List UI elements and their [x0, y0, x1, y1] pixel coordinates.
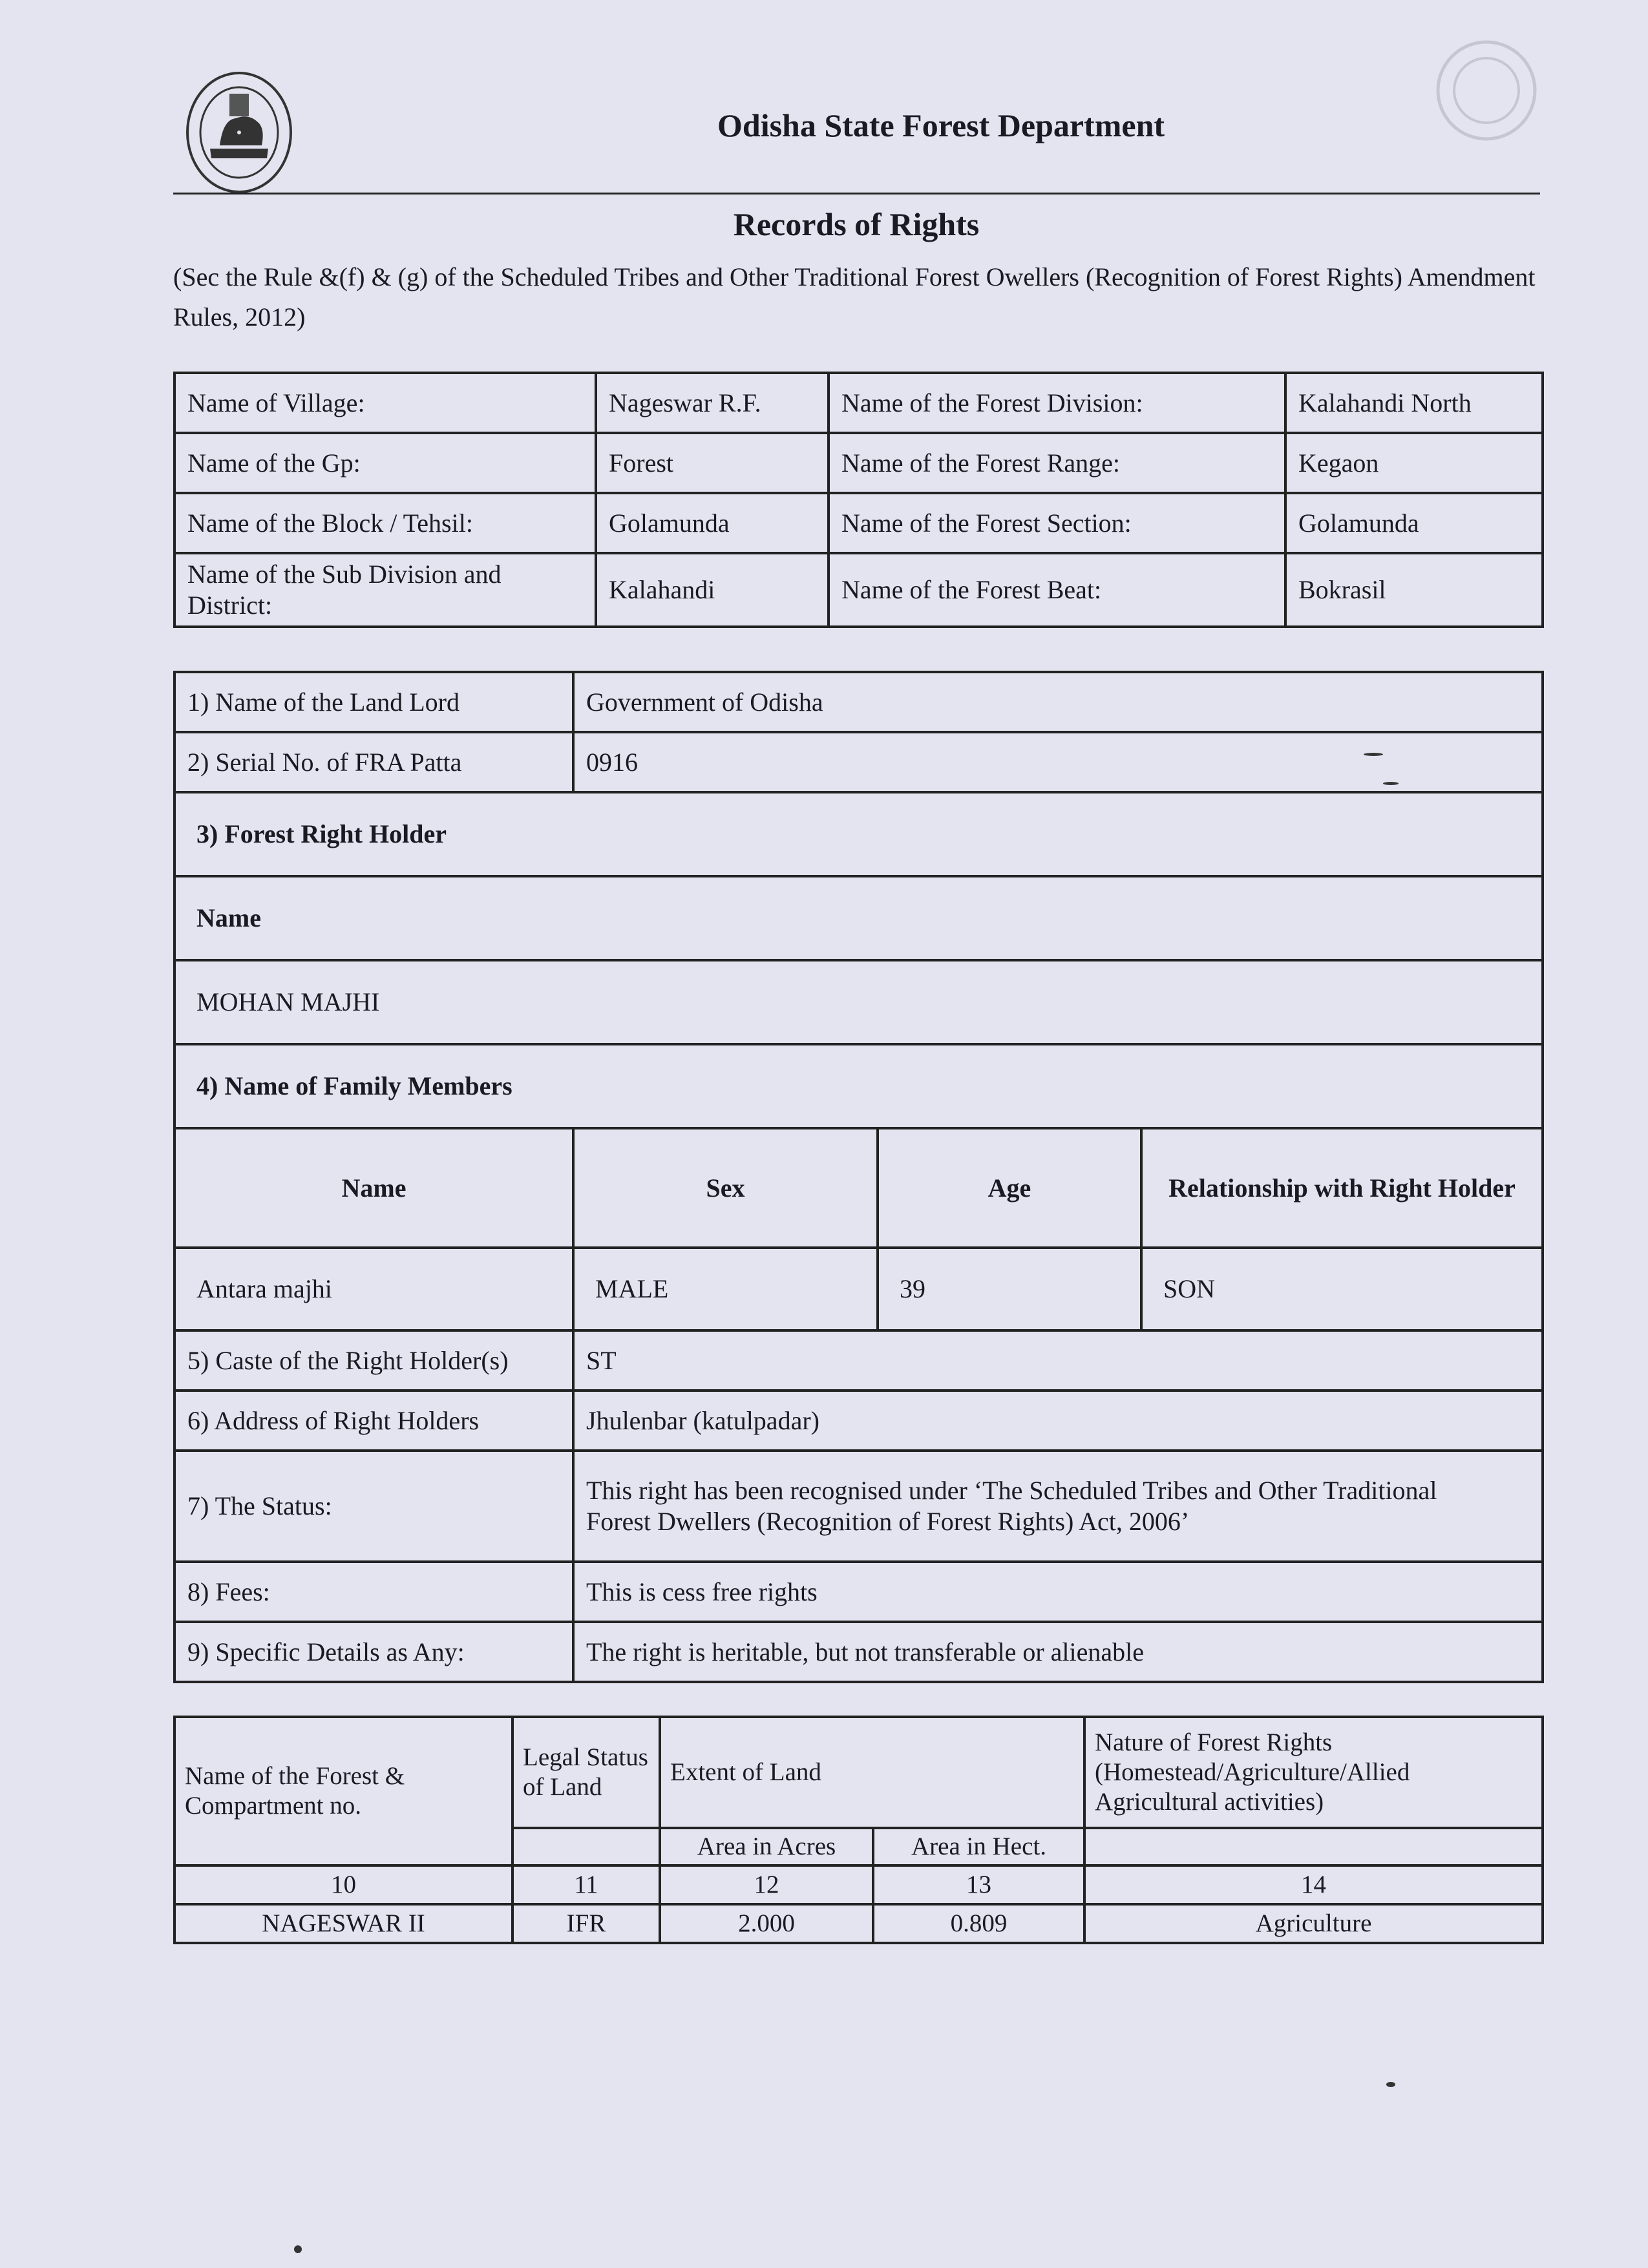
gp-label: Name of the Gp:	[174, 433, 596, 493]
col-nature-blank	[1084, 1828, 1543, 1865]
status-value	[573, 1451, 1543, 1562]
rule-reference: (Sec the Rule &(f) & (g) of the Scheduled Tribes and Other Traditional Forest Owellers (Recognition of Forest Rights) Amendment Rules, 2012)	[173, 262, 1536, 331]
caste-label: 5) Caste of the Right Holder(s)	[174, 1330, 573, 1391]
fees-value: This is cess free rights	[573, 1562, 1543, 1622]
header-divider	[173, 193, 1540, 194]
faint-seal-icon	[1431, 36, 1541, 145]
odisha-emblem-icon	[184, 68, 294, 197]
status-line-2: Forest Dwellers (Recognition of Forest Rights) Act, 2006’	[586, 1507, 1190, 1536]
status-label: 7) The Status:	[174, 1451, 573, 1562]
table-row	[174, 1451, 1543, 1562]
family-member-age: 39	[878, 1248, 1141, 1330]
table-row	[174, 493, 1543, 553]
serial-value: 0916	[573, 732, 1543, 792]
family-member-relationship: SON	[1141, 1248, 1543, 1330]
area-hectares: 0.809	[873, 1904, 1084, 1943]
serial-label: 2) Serial No. of FRA Patta	[174, 732, 573, 792]
col-extent: Extent of Land	[660, 1717, 1084, 1828]
family-col-name: Name	[174, 1128, 573, 1248]
record-table	[173, 671, 1544, 1683]
section-label: Name of the Forest Section:	[829, 493, 1285, 553]
scan-speck	[1364, 753, 1383, 756]
table-row	[174, 792, 1543, 876]
col-legal: Legal Status of Land	[512, 1717, 660, 1828]
col-number-10: 10	[174, 1865, 512, 1904]
nature-of-rights: Agriculture	[1084, 1904, 1543, 1943]
status-line-1: This right has been recognised under ‘The Scheduled Tribes and Other Traditional	[586, 1476, 1437, 1505]
division-value: Kalahandi North	[1285, 373, 1543, 433]
col-hect: Area in Hect.	[873, 1828, 1084, 1865]
location-table	[173, 372, 1544, 628]
beat-label: Name of the Forest Beat:	[829, 553, 1285, 627]
area-acres: 2.000	[660, 1904, 873, 1943]
range-value: Kegaon	[1285, 433, 1543, 493]
land-table	[173, 1716, 1544, 1944]
caste-value: ST	[573, 1330, 1543, 1391]
col-number-13: 13	[873, 1865, 1084, 1904]
col-number-12: 12	[660, 1865, 873, 1904]
name-heading: Name	[174, 876, 1543, 960]
family-row	[174, 1248, 1543, 1330]
col-nature: Nature of Forest Rights (Homestead/Agriculture/Allied Agricultural activities)	[1084, 1717, 1543, 1828]
address-label: 6) Address of Right Holders	[174, 1391, 573, 1451]
scan-speck	[1386, 2082, 1395, 2087]
table-row	[174, 1562, 1543, 1622]
address-value: Jhulenbar (katulpadar)	[573, 1391, 1543, 1451]
gp-value: Forest	[596, 433, 829, 493]
col-forest: Name of the Forest & Compartment no.	[174, 1717, 512, 1865]
family-heading: 4) Name of Family Members	[174, 1044, 1543, 1128]
family-col-relationship: Relationship with Right Holder	[1141, 1128, 1543, 1248]
section-value: Golamunda	[1285, 493, 1543, 553]
land-header-row	[174, 1717, 1543, 1828]
family-col-age: Age	[878, 1128, 1141, 1248]
table-row	[174, 1330, 1543, 1391]
subdivision-value: Kalahandi	[596, 553, 829, 627]
holder-name: MOHAN MAJHI	[174, 960, 1543, 1044]
scan-speck	[294, 2245, 302, 2253]
table-row	[174, 373, 1543, 433]
legal-status: IFR	[512, 1904, 660, 1943]
beat-value: Bokrasil	[1285, 553, 1543, 627]
details-value: The right is heritable, but not transferable or alienable	[573, 1622, 1543, 1682]
family-col-sex: Sex	[573, 1128, 878, 1248]
village-value: Nageswar R.F.	[596, 373, 829, 433]
subdivision-label: Name of the Sub Division and District:	[174, 553, 596, 627]
col-number-11: 11	[512, 1865, 660, 1904]
family-member-name: Antara majhi	[174, 1248, 573, 1330]
department-title: Odisha State Forest Department	[717, 107, 1165, 143]
family-member-sex: MALE	[573, 1248, 878, 1330]
table-row	[174, 553, 1543, 627]
table-row	[174, 1622, 1543, 1682]
col-number-14: 14	[1084, 1865, 1543, 1904]
family-header-row	[174, 1128, 1543, 1248]
village-label: Name of Village:	[174, 373, 596, 433]
block-value: Golamunda	[596, 493, 829, 553]
table-row	[174, 1391, 1543, 1451]
fees-label: 8) Fees:	[174, 1562, 573, 1622]
division-label: Name of the Forest Division:	[829, 373, 1285, 433]
table-row	[174, 1044, 1543, 1128]
col-legal-blank	[512, 1828, 660, 1865]
range-label: Name of the Forest Range:	[829, 433, 1285, 493]
holder-heading: 3) Forest Right Holder	[174, 792, 1543, 876]
landlord-value: Government of Odisha	[573, 672, 1543, 732]
table-row	[174, 433, 1543, 493]
document-title: Records of Rights	[733, 206, 980, 242]
table-row	[174, 732, 1543, 792]
table-row	[174, 876, 1543, 960]
table-row	[174, 960, 1543, 1044]
land-data-row	[174, 1904, 1543, 1943]
block-label: Name of the Block / Tehsil:	[174, 493, 596, 553]
forest-compartment: NAGESWAR II	[174, 1904, 512, 1943]
landlord-label: 1) Name of the Land Lord	[174, 672, 573, 732]
col-acres: Area in Acres	[660, 1828, 873, 1865]
scan-speck	[1383, 782, 1399, 785]
details-label: 9) Specific Details as Any:	[174, 1622, 573, 1682]
table-row	[174, 672, 1543, 732]
land-number-row	[174, 1865, 1543, 1904]
